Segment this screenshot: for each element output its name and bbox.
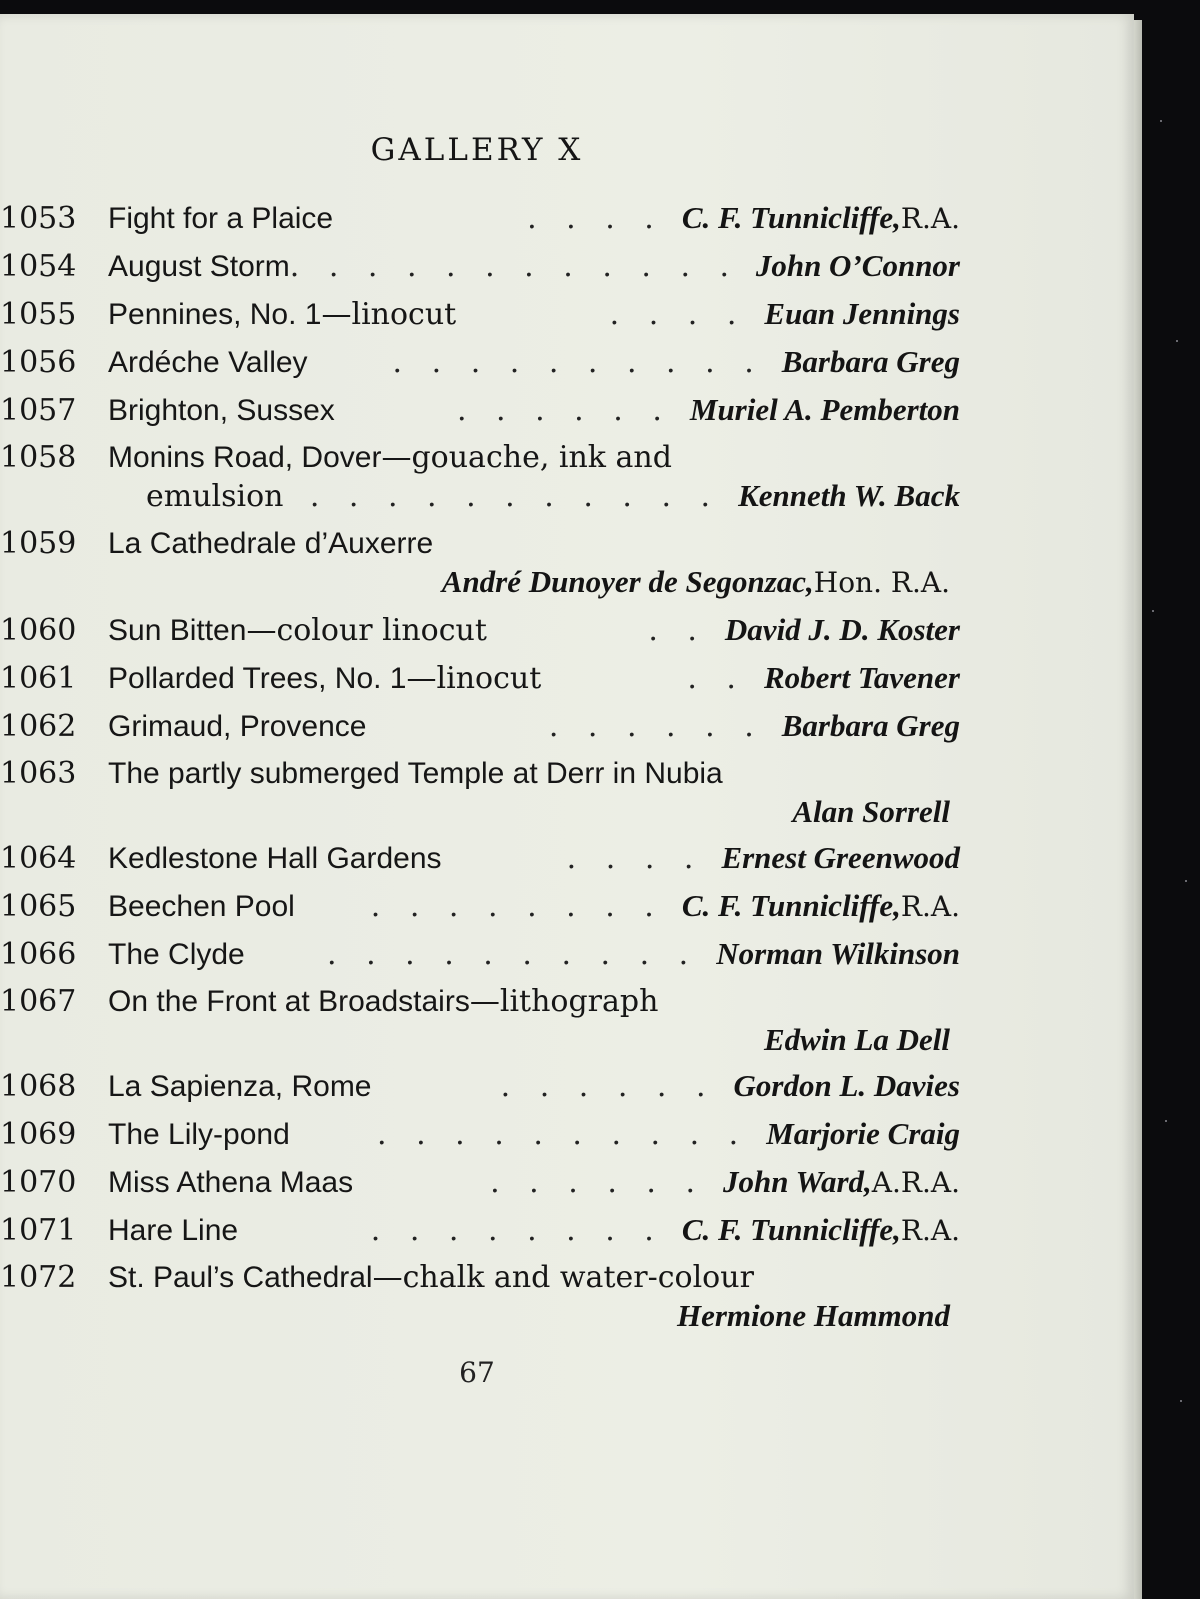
list-item xyxy=(0,1068,960,1116)
entry-artist: David J. D. Koster xyxy=(724,612,960,647)
entry-number: 1069 xyxy=(0,1117,77,1152)
page-number: 67 xyxy=(459,1356,495,1389)
entry-honour: Hon. R.A. xyxy=(813,566,950,599)
catalogue-page xyxy=(0,14,1134,1599)
entry-number: 1065 xyxy=(0,889,77,924)
entry-artist: John Ward, xyxy=(723,1164,872,1199)
entry-number: 1053 xyxy=(0,201,77,236)
entry-title: The partly submerged Temple at Derr in Nubia xyxy=(108,757,723,790)
entry-honour: R.A. xyxy=(900,202,960,235)
entry-number: 1059 xyxy=(0,526,77,561)
leader-dots: . . . . . . . . . . . xyxy=(309,479,721,514)
entry-artist: C. F. Tunnicliffe, xyxy=(681,1212,901,1247)
entry-title: Kedlestone Hall Gardens xyxy=(108,842,442,875)
scan-speck xyxy=(1160,120,1162,122)
entry-number: 1070 xyxy=(0,1165,77,1200)
list-item xyxy=(0,296,960,344)
leader-dots: . . . . . . xyxy=(490,1165,706,1200)
entry-honour: A.R.A. xyxy=(871,1166,960,1199)
leader-dots: . . . . xyxy=(527,201,664,236)
entry-title: Brighton, Sussex xyxy=(108,394,335,427)
leader-dots: . . . . xyxy=(566,841,704,876)
list-item xyxy=(0,1260,960,1344)
entry-title: Monins Road, Dover xyxy=(108,441,382,474)
entry-artist: Robert Tavener xyxy=(763,660,960,695)
entry-artist: Euan Jennings xyxy=(764,296,960,331)
entry-artist: Gordon L. Davies xyxy=(733,1068,960,1103)
entry-artist: Edwin La Dell xyxy=(763,1022,950,1057)
list-item xyxy=(0,1212,960,1260)
entry-number: 1057 xyxy=(0,393,77,428)
leader-dots: . . . . . . . . . . . . xyxy=(289,249,740,284)
list-item xyxy=(0,660,960,708)
entry-honour: R.A. xyxy=(900,890,960,923)
list-item xyxy=(0,1116,960,1164)
gallery-heading: GALLERY X xyxy=(370,132,584,168)
list-item xyxy=(0,612,960,660)
scan-speck xyxy=(1165,1120,1167,1122)
entry-title: La Sapienza, Rome xyxy=(108,1070,372,1103)
list-item xyxy=(0,984,960,1068)
list-item xyxy=(0,200,960,248)
entry-artist: Hermione Hammond xyxy=(677,1298,950,1333)
entry-number: 1067 xyxy=(0,984,77,1019)
list-item xyxy=(0,248,960,296)
leader-dots: . . . . . . . . xyxy=(370,1213,664,1248)
entry-artist: Ernest Greenwood xyxy=(721,840,960,875)
entry-title: On the Front at Broadstairs xyxy=(108,985,470,1018)
list-item xyxy=(0,440,960,526)
entry-title: Beechen Pool xyxy=(108,890,295,923)
entry-artist: C. F. Tunnicliffe, xyxy=(681,888,901,923)
entry-artist: C. F. Tunnicliffe, xyxy=(681,200,901,235)
entry-title: Grimaud, Provence xyxy=(108,710,367,743)
entry-artist: Norman Wilkinson xyxy=(716,936,960,971)
leader-dots: . . . . . . . . . . xyxy=(377,1117,749,1152)
list-item xyxy=(0,1164,960,1212)
entry-artist: Marjorie Craig xyxy=(766,1116,960,1151)
entry-artist: Muriel A. Pemberton xyxy=(689,392,960,427)
list-item xyxy=(0,526,960,612)
list-item xyxy=(0,936,960,984)
leader-dots: . . . . xyxy=(609,297,747,332)
entry-medium: —linocut xyxy=(406,661,542,696)
leader-dots: . . . . . . . . . . xyxy=(327,937,699,972)
leader-dots: . . . . . . . . xyxy=(370,889,664,924)
entry-title: Miss Athena Maas xyxy=(108,1166,354,1199)
scan-speck xyxy=(1180,1400,1182,1402)
leader-dots: . . . . . . xyxy=(548,709,764,744)
entry-title: Hare Line xyxy=(108,1214,239,1247)
entry-title: St. Paul’s Cathedral xyxy=(108,1261,373,1294)
leader-dots: . . . . . . . . . . xyxy=(392,345,764,380)
list-item xyxy=(0,392,960,440)
entry-medium-continued: emulsion xyxy=(146,479,284,514)
scan-speck xyxy=(1185,880,1187,882)
entry-number: 1062 xyxy=(0,709,77,744)
entry-number: 1066 xyxy=(0,937,77,972)
list-item xyxy=(0,344,960,392)
leader-dots: . . . . . . xyxy=(456,393,672,428)
page-edge xyxy=(1134,20,1142,1599)
scan-speck xyxy=(1176,340,1178,342)
list-item xyxy=(0,840,960,888)
entry-medium: —gouache, ink and xyxy=(381,440,672,475)
entry-title: Pollarded Trees, No. 1 xyxy=(108,662,407,695)
entry-number: 1064 xyxy=(0,841,77,876)
entry-number: 1071 xyxy=(0,1213,77,1248)
entry-number: 1058 xyxy=(0,440,77,475)
entry-number: 1068 xyxy=(0,1069,77,1104)
entry-number: 1056 xyxy=(0,345,77,380)
list-item xyxy=(0,708,960,756)
entry-title: Sun Bitten xyxy=(108,614,247,647)
entry-medium: —colour linocut xyxy=(246,613,487,648)
entry-title: August Storm xyxy=(108,250,290,283)
entry-artist: Kenneth W. Back xyxy=(738,478,960,513)
entry-number: 1060 xyxy=(0,613,77,648)
entry-medium: —chalk and water-colour xyxy=(372,1260,754,1295)
list-item xyxy=(0,756,960,840)
leader-dots: . . xyxy=(648,613,707,648)
entry-artist: Barbara Greg xyxy=(781,708,960,743)
entry-medium: —lithograph xyxy=(469,984,659,1019)
entry-number: 1072 xyxy=(0,1260,77,1295)
entry-title: Ardéche Valley xyxy=(108,346,308,379)
entry-artist: John O’Connor xyxy=(755,248,960,283)
list-item xyxy=(0,888,960,936)
entry-title: La Cathedrale d’Auxerre xyxy=(108,527,434,560)
entry-number: 1054 xyxy=(0,249,77,284)
leader-dots: . . . . . . xyxy=(500,1069,716,1104)
entry-number: 1061 xyxy=(0,661,77,696)
entry-number: 1055 xyxy=(0,297,77,332)
leader-dots: . . xyxy=(687,661,746,696)
entry-number: 1063 xyxy=(0,756,77,791)
entry-title: The Lily-pond xyxy=(108,1118,290,1151)
entry-title: Fight for a Plaice xyxy=(108,202,334,235)
entry-artist: Barbara Greg xyxy=(781,344,960,379)
entry-list xyxy=(0,200,960,1344)
entry-medium: —linocut xyxy=(321,297,457,332)
entry-artist: André Dunoyer de Segonzac, xyxy=(441,564,814,599)
entry-title: The Clyde xyxy=(108,938,245,971)
entry-artist: Alan Sorrell xyxy=(792,794,950,829)
entry-title: Pennines, No. 1 xyxy=(108,298,322,331)
entry-honour: R.A. xyxy=(900,1214,960,1247)
scan-speck xyxy=(1152,610,1154,612)
